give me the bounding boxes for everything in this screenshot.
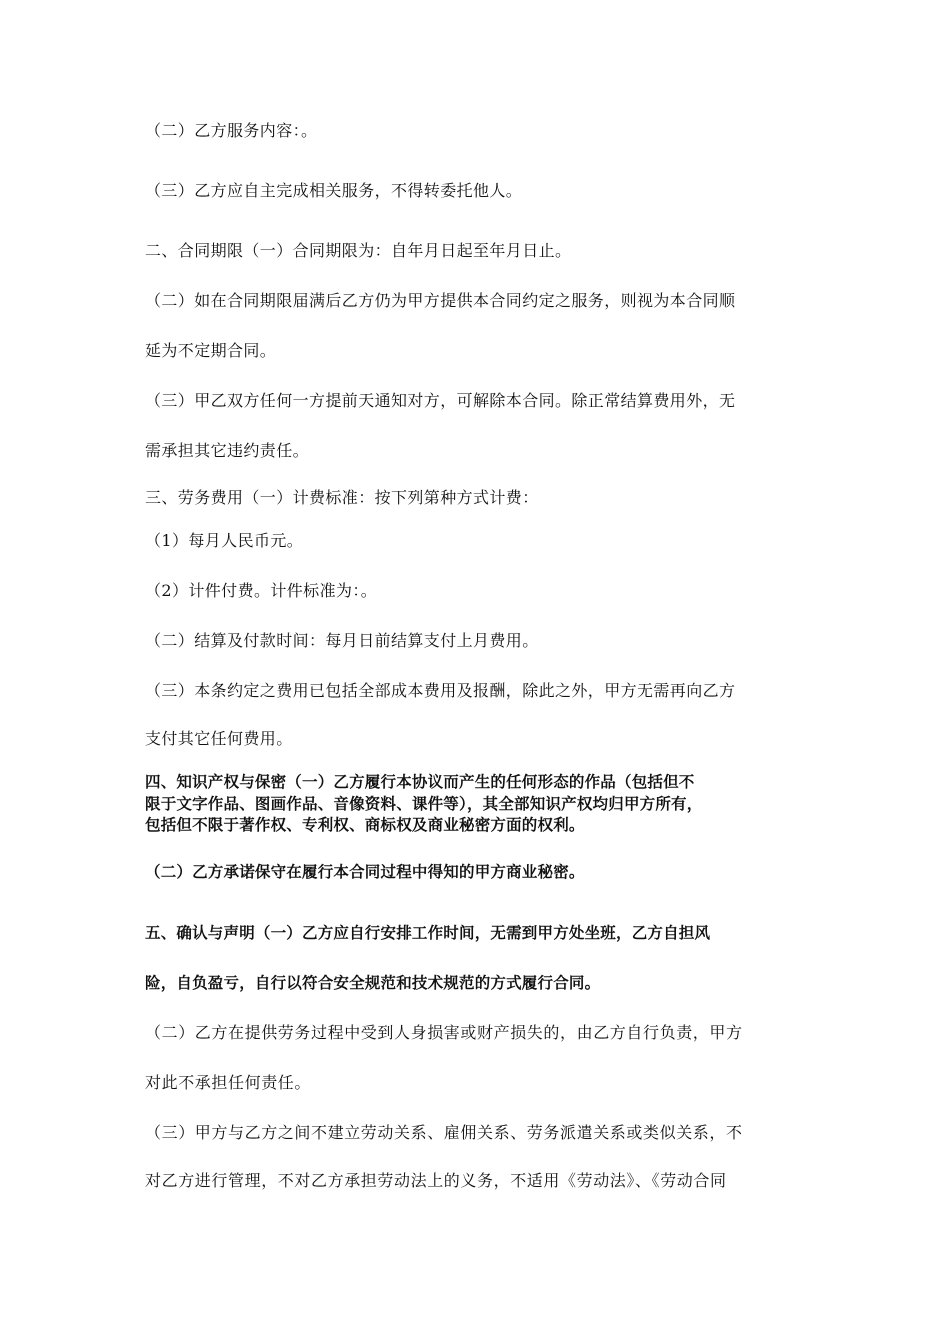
section-4-heading-ip-line-1: 四、知识产权与保密（一）乙方履行本协议而产生的任何形态的作品（包括但不 <box>145 773 695 791</box>
clause-2-3-no-subcontract: （三）乙方应自主完成相关服务，不得转委托他人。 <box>145 181 523 200</box>
clause-term-3-line-1: （三）甲乙双方任何一方提前天通知对方，可解除本合同。除正常结算费用外，无 <box>145 391 736 410</box>
section-4-ip-line-3: 包括但不限于著作权、专利权、商标权及商业秘密方面的权利。 <box>145 816 585 834</box>
clause-5-2-line-2: 对此不承担任何责任。 <box>145 1073 312 1092</box>
clause-5-3-line-1: （三）甲方与乙方之间不建立劳动关系、雇佣关系、劳务派遣关系或类似关系，不 <box>145 1123 743 1142</box>
section-2-heading-term: 二、合同期限（一）合同期限为：自年月日起至年月日止。 <box>145 241 572 260</box>
clause-ip-2-confidentiality: （二）乙方承诺保守在履行本合同过程中得知的甲方商业秘密。 <box>145 863 585 881</box>
clause-5-2-line-1: （二）乙方在提供劳务过程中受到人身损害或财产损失的，由乙方自行负责，甲方 <box>145 1023 743 1042</box>
section-3-heading-fees: 三、劳务费用（一）计费标准：按下列第种方式计费： <box>145 488 539 507</box>
clause-5-3-line-2: 对乙方进行管理，不对乙方承担劳动法上的义务，不适用《劳动法》、《劳动合同 <box>145 1171 727 1190</box>
section-5-heading-line-1: 五、确认与声明（一）乙方应自行安排工作时间，无需到甲方处坐班，乙方自担风 <box>145 924 711 942</box>
clause-2-2-service-content: （二）乙方服务内容：。 <box>145 121 318 140</box>
clause-term-2-line-2: 延为不定期合同。 <box>145 341 277 360</box>
clause-fees-2-settlement: （二）结算及付款时间：每月日前结算支付上月费用。 <box>145 631 539 650</box>
section-4-ip-line-2: 限于文字作品、图画作品、音像资料、课件等），其全部知识产权均归甲方所有， <box>145 795 703 813</box>
clause-term-3-line-2: 需承担其它违约责任。 <box>145 441 310 460</box>
fee-option-1: （1）每月人民币元。 <box>145 531 304 550</box>
fee-option-2: （2）计件付费。计件标准为：。 <box>145 581 378 600</box>
clause-term-2-line-1: （二）如在合同期限届满后乙方仍为甲方提供本合同约定之服务，则视为本合同顺 <box>145 291 736 310</box>
clause-fees-3-line-2: 支付其它任何费用。 <box>145 729 293 748</box>
section-5-line-2: 险，自负盈亏，自行以符合安全规范和技术规范的方式履行合同。 <box>145 974 601 992</box>
clause-fees-3-line-1: （三）本条约定之费用已包括全部成本费用及报酬，除此之外，甲方无需再向乙方 <box>145 681 736 700</box>
